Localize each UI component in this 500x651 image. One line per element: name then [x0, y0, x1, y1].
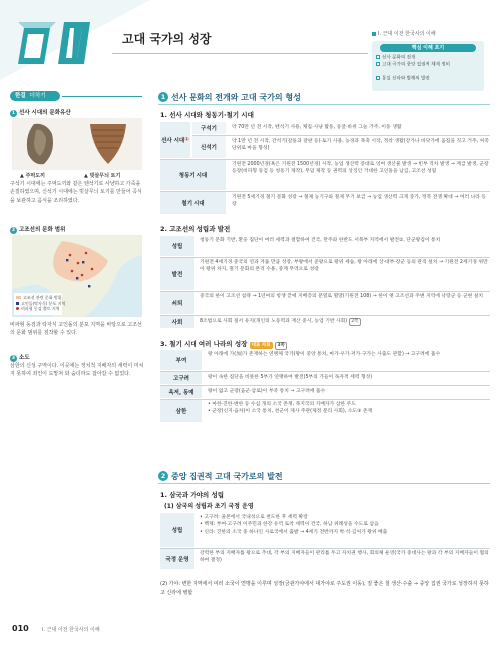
sidebar-heading-2: 2 고조선의 문화 범위 [11, 227, 66, 233]
row-divider [160, 371, 490, 372]
row-divider [160, 548, 490, 549]
section-1-underline [158, 104, 490, 105]
legend-swatch-icon [16, 296, 21, 299]
gaya-paragraph: (2) 가야: 변한 지역에서 여러 소국이 연맹을 이루며 성장(금관가야에서 대가야로 주도권 이동), 질 좋은 철 생산·수출 → 중앙 집권 국가로 성장하지 못하고 신라에 병합 [160, 581, 489, 596]
sidebar-tag-line [62, 96, 142, 97]
row-text-buyeo: 왕 아래에 가(加)가 존재하는 연맹체 국가(왕이 중앙 통치, 마가·우가·저가·구가는 사출도 관할) → 고구려에 흡수 [208, 352, 441, 357]
row-text-goguryeo: 왕이 속한 집단을 비롯한 5부가 연맹하여 발전(5부의 가들이 독자적 세력 형성) [208, 375, 373, 380]
row-text-society: 8조법으로 사회 질서 유지(개인의 노동력과 재산 중시, 농업 기반 사회) 2쪽 [200, 318, 490, 326]
checkbox-icon [376, 62, 380, 66]
page-ref-badge: 3쪽 [275, 342, 287, 350]
row-label-paleolithic: 구석기 [192, 122, 226, 134]
map-legend [16, 295, 65, 312]
row-label-development: 발전 [160, 258, 194, 290]
row-label-society: 사회 [160, 316, 194, 328]
row-divider [160, 385, 490, 386]
row-text-iron-age: 기원전 5세기경 철기 문화 성장 → 철제 농기구와 철제 무기 보급 → 농업 생산력 크게 증가, 정복 전쟁 확대 → 여러 나라 등장 [232, 195, 487, 208]
checkbox-icon [376, 55, 380, 59]
row-divider [160, 315, 490, 316]
key-item: 고대 국가의 중앙 집권적 체제 정비 [376, 62, 480, 69]
footer-text: Ⅰ. 근대 이전 한국사의 이해 [42, 627, 100, 633]
row-label-iron-age: 철기 시대 [160, 192, 226, 214]
section-1-heading: 1 선사 문화의 전개와 고대 국가의 형성 [158, 91, 490, 103]
key-item: 선사 문화의 전개 [376, 55, 480, 62]
legend-dot-icon [16, 307, 19, 310]
row-label-neolithic: 신석기 [192, 136, 226, 158]
row-label-bronze-age: 청동기 시대 [160, 160, 226, 190]
sub-subsection-heading: (1) 삼국의 성립과 초기 국정 운영 [164, 503, 254, 510]
row-label-prehistoric: 선사 시대 ① [160, 122, 190, 158]
breadcrumb-text: Ⅰ. 근대 이전 한국사의 이해 [378, 31, 436, 37]
row-label-okjeo-dongye: 옥저, 동예 [160, 386, 202, 398]
row-label-decline: 쇠퇴 [160, 292, 194, 314]
row-label-samhan: 삼한 [160, 400, 202, 422]
row-divider [160, 257, 490, 258]
row-label-goguryeo: 고구려 [160, 372, 202, 384]
row-divider [160, 291, 490, 292]
key-item: 통일 신라와 발해의 발전 [376, 76, 480, 83]
key-box-heading: 핵심 이해 포기 [380, 44, 476, 52]
subsection-heading: 3. 철기 시대 여러 나라의 성장 대표 자료 3쪽 [160, 339, 287, 350]
row-divider [192, 135, 490, 136]
legend-square-icon [16, 302, 19, 305]
row-text-samhan: • 마한·진한·변한 등 수십 개의 소국 존재, 목지국의 지배자가 삼한 주도 • 군장(신지·읍차)이 소국 통치, 천군이 제사 주관(제정 분리 사회), 소도③ 존재 [208, 402, 373, 415]
legend-item: 고조선 관련 문화 범위 [16, 295, 65, 301]
sidebar-text-2: 비파형 동검과 탁자식 고인돌의 분포 지역을 바탕으로 고조선의 문화 범위를 짐작할 수 있다. [10, 322, 142, 337]
row-divider [160, 399, 490, 400]
row-text-neolithic: 약 1만 년 전 시작, 간석기(갈돌과 갈판 등)·토기 사용, 농경과 목축 시작, 정착 생활(강가나 바닷가에 움집을 짓고 거주, 씨족 단위로 마을 형성) [232, 139, 489, 152]
caption-comb-pottery: ▲ 빗살무늬 토기 [84, 173, 121, 179]
row-text-establishment: • 고구려: 졸본에서 국내성으로 천도한 후 세력 확장 • 백제: 부여·고구려 이주민과 한강 유역 토착 세력이 건국, 하남 위례성을 수도로 삼음 • 신라: 진한의 소국 중 하나인 사로국에서 출발 → 4세기 전반까지 박·석·김씨가 왕위 배출 [200, 515, 388, 535]
row-text-paleolithic: 약 70만 년 전 시작, 뗀석기 사용, 채집·사냥 활동, 동굴·바위 그늘 거주, 이동 생활 [232, 125, 402, 130]
caption-hand-axe: ▲ 주먹도끼 [20, 173, 45, 179]
row-text-okjeo-dongye: 왕이 없고 군장(읍군·삼로)이 부족 통치 → 고구려에 흡수 [208, 389, 326, 394]
sidebar-heading-3: 3 소도 [11, 355, 30, 361]
breadcrumb [372, 30, 436, 37]
sidebar-text-1: 구석기 시대에는 주먹도끼와 같은 뗀석기로 사냥하고 가죽을 손질하였으며, 신석기 시대에는 빗살무늬 토기를 만들어 곡식을 보관하고 음식을 조리하였다. [10, 181, 142, 204]
legend-item: 고인돌(탁자식) 분포 지역 [16, 301, 65, 307]
title-divider [112, 53, 368, 54]
checkbox-icon [376, 76, 380, 80]
section-2-underline [158, 483, 490, 484]
subsection-heading: 1. 삼국과 가야의 성립 [160, 491, 225, 499]
legend-item: 비파형 동검 출토 지역 [16, 306, 65, 312]
section-2-heading: 2 중앙 집권적 고대 국가로의 발전 [158, 470, 490, 482]
breadcrumb-marker-icon [372, 32, 376, 36]
row-text-governance: 강력한 부의 지배자를 왕으로 추대, 각 부의 지배자들이 관리를 두고 자치권 행사, 회의체 운영(국가 중대사는 왕과 각 부의 지배자들이 협의하여 결정) [200, 551, 489, 564]
row-text-decline: 중국의 한이 고조선 침략 → 1년여의 항쟁 끝에 지배층의 분열로 멸망(기원전 108) → 한이 옛 고조선과 주변 지역에 낙랑군 등 군현 설치 [200, 294, 484, 299]
row-text-bronze-age: 기원전 2000년경(혹은 기원전 1500년경) 시작, 농업 생산력 증대로 잉여 생산물 발생 → 빈부 격차 발생 → 계급 발생, 군장 등장(비파형 동검 등 청동기 제작), 무덤 제작 등 권력의 상징인 거대한 고인돌을 남김, 고조선 성립 [232, 162, 489, 175]
row-label-founding: 성립 [160, 236, 194, 256]
chapter-number-graphic [10, 14, 110, 74]
page-title: 고대 국가의 성장 [122, 32, 212, 46]
key-material-badge: 대표 자료 [251, 343, 271, 348]
row-label-establishment: 성립 [160, 513, 194, 547]
page-number: 010 [12, 624, 29, 633]
row-label-buyeo: 부여 [160, 350, 202, 370]
subsection-heading: 1. 선사 시대와 청동기·철기 시대 [160, 111, 254, 119]
sidebar-tag: 한걸 더하기 [10, 91, 60, 101]
subsection-heading: 2. 고조선의 성립과 발전 [160, 225, 231, 233]
row-label-governance: 국정 운영 [160, 549, 194, 569]
page-ref-badge: 2쪽 [349, 318, 361, 326]
sidebar-text-3: 삼한의 신성 구역이다. 이곳에는 정치적 지배자의 세력이 미치지 못하여 죄인이 도망쳐 와 숨더라도 잡아갈 수 없었다. [10, 363, 144, 378]
row-text-development: 기원전 4세기경 중국의 연과 겨룰 만큼 성장, 부왕에서 준왕으로 왕위 세습, 왕 아래에 상·대부·장군 등의 관직 설치 → 기원전 2세기경 위만이 왕위 차지, 철기 문화의 본격 수용, 중계 무역으로 성장 [200, 260, 488, 273]
sidebar-heading-1: 1 선사 시대의 문화유산 [11, 110, 71, 116]
row-text-founding: 청동기 문화 기반, 환웅 집단이 여러 세력과 결합하여 건국, 만주와 한반도 서북부 지역에서 발전②, 단군왕검이 통치 [200, 238, 441, 243]
prehistoric-artifacts-image [12, 118, 142, 170]
